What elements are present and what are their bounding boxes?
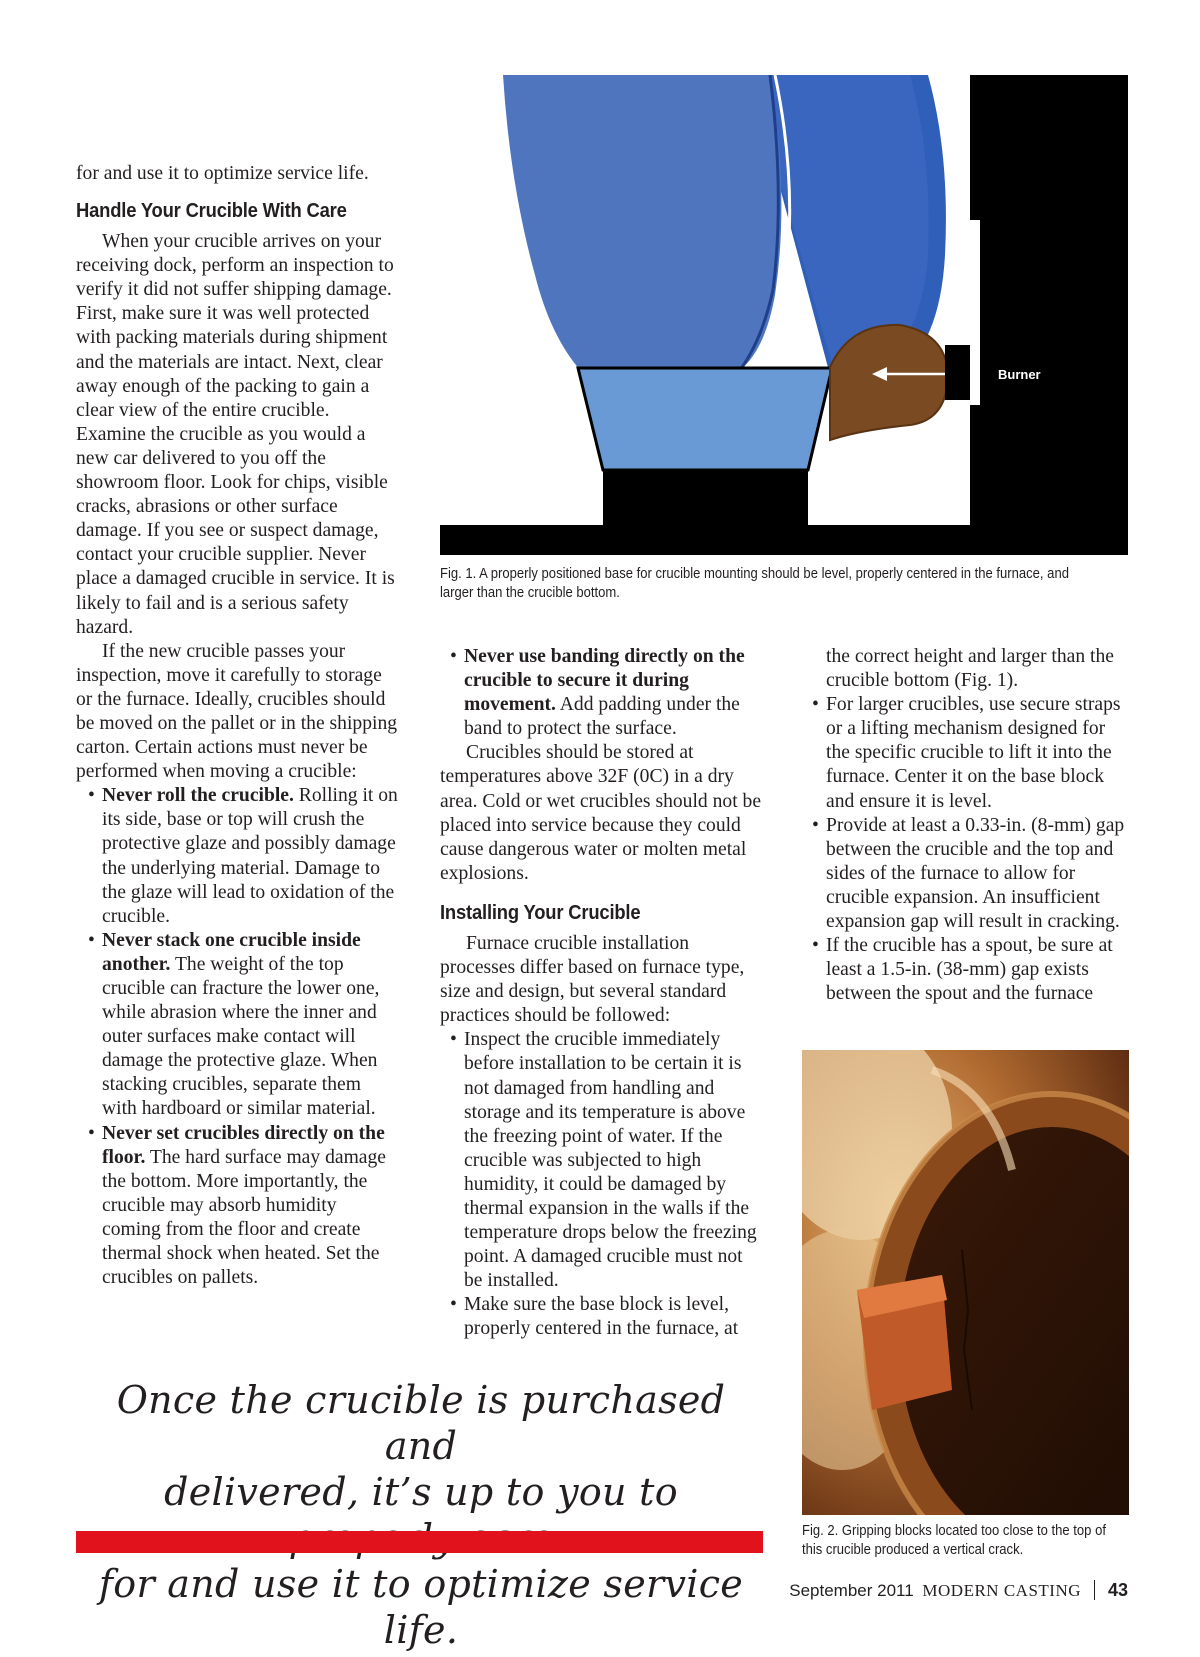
figure-2-caption: Fig. 2. Gripping blocks located too close to the top of this crucible produced a vertical crack. bbox=[802, 1523, 1106, 1558]
bullet-text: Make sure the base block is level, properly centered in the furnace, at bbox=[464, 1294, 739, 1340]
list-item: • Provide at least a 0.33-in. (8-mm) gap between the crucible and the top and sides of the furnace to allow for crucible expansion. An insufficient expansion gap will result in cracking. bbox=[812, 814, 1125, 933]
figure-1-caption: Fig. 1. A properly positioned base for crucible mounting should be level, properly centered in the furnace, and larger than the crucible bottom. bbox=[440, 566, 1069, 601]
page-number: 43 bbox=[1107, 1580, 1128, 1600]
bullet-bold-text: Never roll the crucible. bbox=[102, 785, 294, 807]
paragraph: Crucibles should be stored at temperatures above 32F (0C) in a dry area. Cold or wet crucibles should not be placed into service because they could cause dangerous water or molten metal explosions. bbox=[440, 742, 762, 884]
pull-quote-line: delivered, it’s up to you to bbox=[164, 1470, 678, 1514]
column-3 bbox=[802, 645, 1132, 1006]
column-1 bbox=[76, 162, 398, 1290]
bullet-bold-text: Never stack one crucible inside another. bbox=[102, 929, 361, 975]
burner-label: Burner bbox=[998, 367, 1041, 382]
section-heading-installing: Installing Your Crucible bbox=[440, 901, 641, 924]
figure-1-crucible-diagram bbox=[440, 75, 1128, 555]
figure-2-photo bbox=[802, 1050, 1129, 1515]
crucible-crack-photo bbox=[802, 1050, 1129, 1515]
bullet-bold-text: Never set crucibles directly on the floor. bbox=[102, 1122, 385, 1168]
crucible-diagram bbox=[440, 75, 1128, 555]
list-item: • Inspect the crucible immediately before installation to be certain it is not damaged from handling and storage and its temperature is above the freezing point of water. If the crucible was subjected to high humidity, it could be damaged by thermal expansion in the walls if the temperature drops below the freezing point. A damaged crucible must not be installed. bbox=[450, 1029, 757, 1292]
pull-quote-line: Once the crucible is purchased and bbox=[116, 1378, 726, 1468]
lead-line: for and use it to optimize service life. bbox=[76, 163, 369, 184]
bullet-list bbox=[440, 645, 765, 741]
list-item: • Never set crucibles directly on the floor. The hard surface may damage the bottom. More importantly, the crucible may absorb humidity coming from the floor and create thermal shock when heated. Set the crucibles on pallets. bbox=[88, 1122, 386, 1289]
column-2 bbox=[440, 645, 765, 1342]
bullet-bold-text: Never use banding directly on the crucible to secure it during movement. bbox=[464, 646, 745, 716]
bullet-text: Add padding under the band to protect the surface. bbox=[464, 694, 740, 740]
bullet-text: Provide at least a 0.33-in. (8-mm) gap between the crucible and the top and sides of the furnace to allow for crucible expansion. An insufficient expansion gap will result in cracking. bbox=[826, 814, 1125, 933]
paragraph: If the new crucible passes your inspection, move it carefully to storage or the furnace. Ideally, crucibles should be moved on the pallet or in the shipping carton. Certain actions must never be performed when moving a crucible: bbox=[76, 640, 398, 783]
bullet-list bbox=[440, 1028, 765, 1341]
continuation-text: the correct height and larger than the crucible bottom (Fig. 1). bbox=[826, 646, 1114, 692]
list-item: • If the crucible has a spout, be sure at least a 1.5-in. (38-mm) gap exists between the spout and the furnace bbox=[812, 935, 1113, 1005]
bullet-text: The hard surface may damage the bottom. More importantly, the crucible may absorb humidity coming from the floor and create thermal shock when heated. Set the crucibles on pallets. bbox=[102, 1146, 386, 1289]
bullet-text: Rolling it on its side, base or top will crush the protective glaze and possibly damage the underlying material. Damage to the glaze will lead to oxidation of the crucible. bbox=[102, 785, 398, 927]
section-heading-handle: Handle Your Crucible With Care bbox=[76, 200, 347, 223]
list-item: • For larger crucibles, use secure straps or a lifting mechanism designed for the specific crucible to lift it into the furnace. Center it on the base block and ensure it is level. bbox=[812, 694, 1121, 812]
list-item: • Never use banding directly on the crucible to secure it during movement. Add padding under the band to protect the surface. bbox=[450, 646, 745, 740]
paragraph: Furnace crucible installation processes differ based on furnace type, size and design, but several standard practices should be followed: bbox=[440, 932, 745, 1027]
bullet-text: For larger crucibles, use secure straps or a lifting mechanism designed for the specific crucible to lift it into the furnace. Center it on the base block and ensure it is level. bbox=[826, 694, 1121, 812]
list-item: • Never stack one crucible inside another. The weight of the top crucible can fracture the lower one, while abrasion where the inner and outer surfaces make contact will damage the protective glaze. When stacking crucibles, separate them with hardboard or similar material. bbox=[88, 929, 380, 1120]
list-item: • Make sure the base block is level, properly centered in the furnace, at bbox=[450, 1294, 739, 1340]
footer-magazine: MODERN CASTING bbox=[922, 1581, 1081, 1600]
pull-quote-line: for and use it to optimize service life. bbox=[98, 1562, 744, 1652]
bullet-list bbox=[76, 784, 398, 1290]
list-item: • Never roll the crucible. Rolling it on its side, base or top will crush the protective glaze and possibly damage the underlying material. Damage to the glaze will lead to oxidation of the crucible. bbox=[88, 785, 398, 927]
paragraph: When your crucible arrives on your receiving dock, perform an inspection to verify it did not suffer shipping damage. First, make sure it was well protected with packing materials during shipment and the materials are intact. Next, clear away enough of the packing to gain a clear view of the entire crucible. Examine the crucible as you would a new car delivered to you off the showroom floor. Look for chips, visible cracks, abrasions or other surface damage. If you see or suspect damage, contact your crucible supplier. Never place a damaged crucible in service. It is likely to fail and is a serious safety hazard. bbox=[76, 231, 395, 638]
footer-divider bbox=[1094, 1580, 1096, 1600]
page-footer bbox=[789, 1580, 1128, 1601]
red-accent-bar bbox=[76, 1531, 763, 1553]
bullet-list bbox=[802, 693, 1132, 1006]
bullet-text: If the crucible has a spout, be sure at least a 1.5-in. (38-mm) gap exists between the spout and the furnace bbox=[826, 935, 1113, 1005]
pull-quote bbox=[76, 1377, 766, 1653]
bullet-text: Inspect the crucible immediately before installation to be certain it is not damaged from handling and storage and its temperature is above the freezing point of water. If the crucible was subjected to high humidity, it could be damaged by thermal expansion in the walls if the temperature drops below the freezing point. A damaged crucible must not be installed. bbox=[464, 1029, 757, 1292]
footer-date: September 2011 bbox=[789, 1581, 914, 1600]
bullet-text: The weight of the top crucible can fracture the lower one, while abrasion where the inner and outer surfaces make contact will damage the protective glaze. When stacking crucibles, separate them with hardboard or similar material. bbox=[102, 953, 380, 1120]
